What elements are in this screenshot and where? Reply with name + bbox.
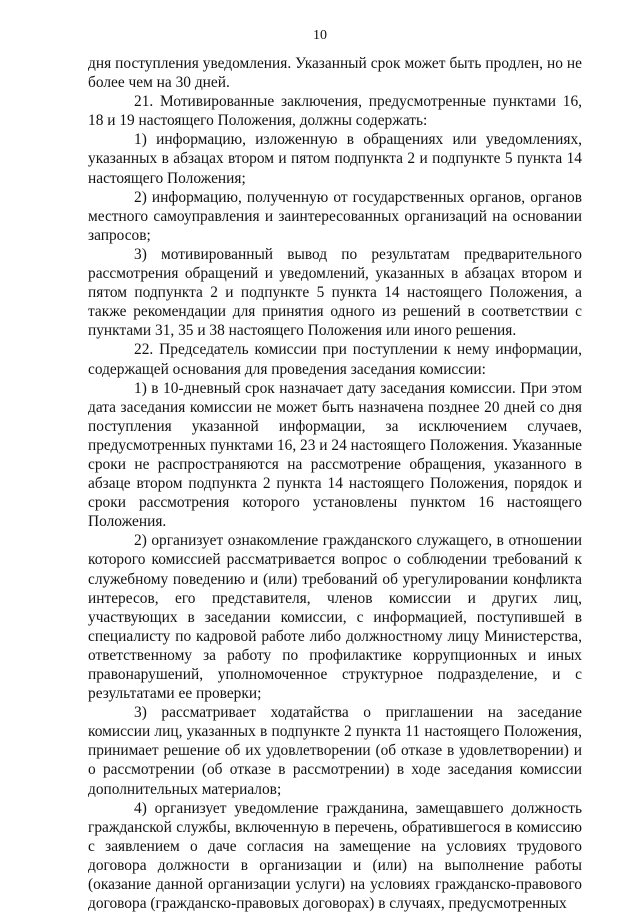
page-number: 10 (313, 28, 327, 43)
paragraph-21-sub-1: 1) информацию, изложенную в обращениях или уведомлениях, указанных в абзацах втором и пятом подпункта 2 и подпункте 5 пункта 14 настоящего Положения; (88, 131, 582, 187)
paragraph-21-sub-2: 2) информацию, полученную от государственных органов, органов местного самоуправления и заинтересованных организаций на основании запросов; (88, 188, 582, 244)
paragraph-22-sub-3: 3) рассматривает ходатайства о приглашении на заседание комиссии лиц, указанных в подпункте 2 пункта 11 настоящего Положения, принимает решение об их удовлетворении (об отказе в удовлетворении) и о рассмотрении (об отказе в рассмотрении) в ходе заседания комиссии дополнительных материалов; (88, 704, 582, 798)
paragraph-22-sub-2: 2) организует ознакомление гражданского служащего, в отношении которого комиссией рассматривается вопрос о соблюдении требований к служебному поведению и (или) требований об урегулировании конфликта интересов, его представителя, членов комиссии и других лиц, участвующих в заседании комиссии, с информацией, поступившей в специалисту по кадровой работе либо должностному лицу Министерства, ответственному за работу по профилактике коррупционных и иных правонарушений, уполномоченное структурное подразделение, и с результатами ее проверки; (88, 532, 582, 703)
document-body (88, 54, 582, 913)
paragraph-22-sub-1: 1) в 10-дневный срок назначает дату заседания комиссии. При этом дата заседания комиссии не может быть назначена позднее 20 дней со дня поступления указанной информации, за исключением случаев, предусмотренных пунктами 16, 23 и 24 настоящего Положения. Указанные сроки не распространяются на рассмотрение обращения, указанного в абзаце втором подпункта 2 пункта 14 настоящего Положения, порядок и сроки рассмотрения которого установлены пунктом 16 настоящего Положения. (88, 379, 582, 531)
paragraph-22-sub-4: 4) организует уведомление гражданина, замещавшего должность гражданской службы, включенную в перечень, обратившегося в комиссию с заявлением о даче согласия на замещение на условиях трудового договора должности в организации и (или) на выполнение работы (оказание данной организации услуги) на условиях гражданско-правового договора (гражданско-правовых договорах) в случаях, предусмотренных (88, 799, 582, 913)
paragraph-item-22: 22. Председатель комиссии при поступлении к нему информации, содержащей основания для проведения заседания комиссии: (88, 341, 582, 378)
paragraph-21-sub-3: 3) мотивированный вывод по результатам предварительного рассмотрения обращений и уведомлений, указанных в абзацах втором и пятом подпункта 2 и подпункте 5 пункта 14 настоящего Положения, а также рекомендации для принятия одного из решений в соответствии с пунктами 31, 35 и 38 настоящего Положения или иного решения. (88, 245, 582, 340)
paragraph-continuation: дня поступления уведомления. Указанный срок может быть продлен, но не более чем на 30 дней. (88, 55, 582, 92)
paragraph-item-21: 21. Мотивированные заключения, предусмотренные пунктами 16, 18 и 19 настоящего Положения, должны содержать: (88, 93, 582, 130)
